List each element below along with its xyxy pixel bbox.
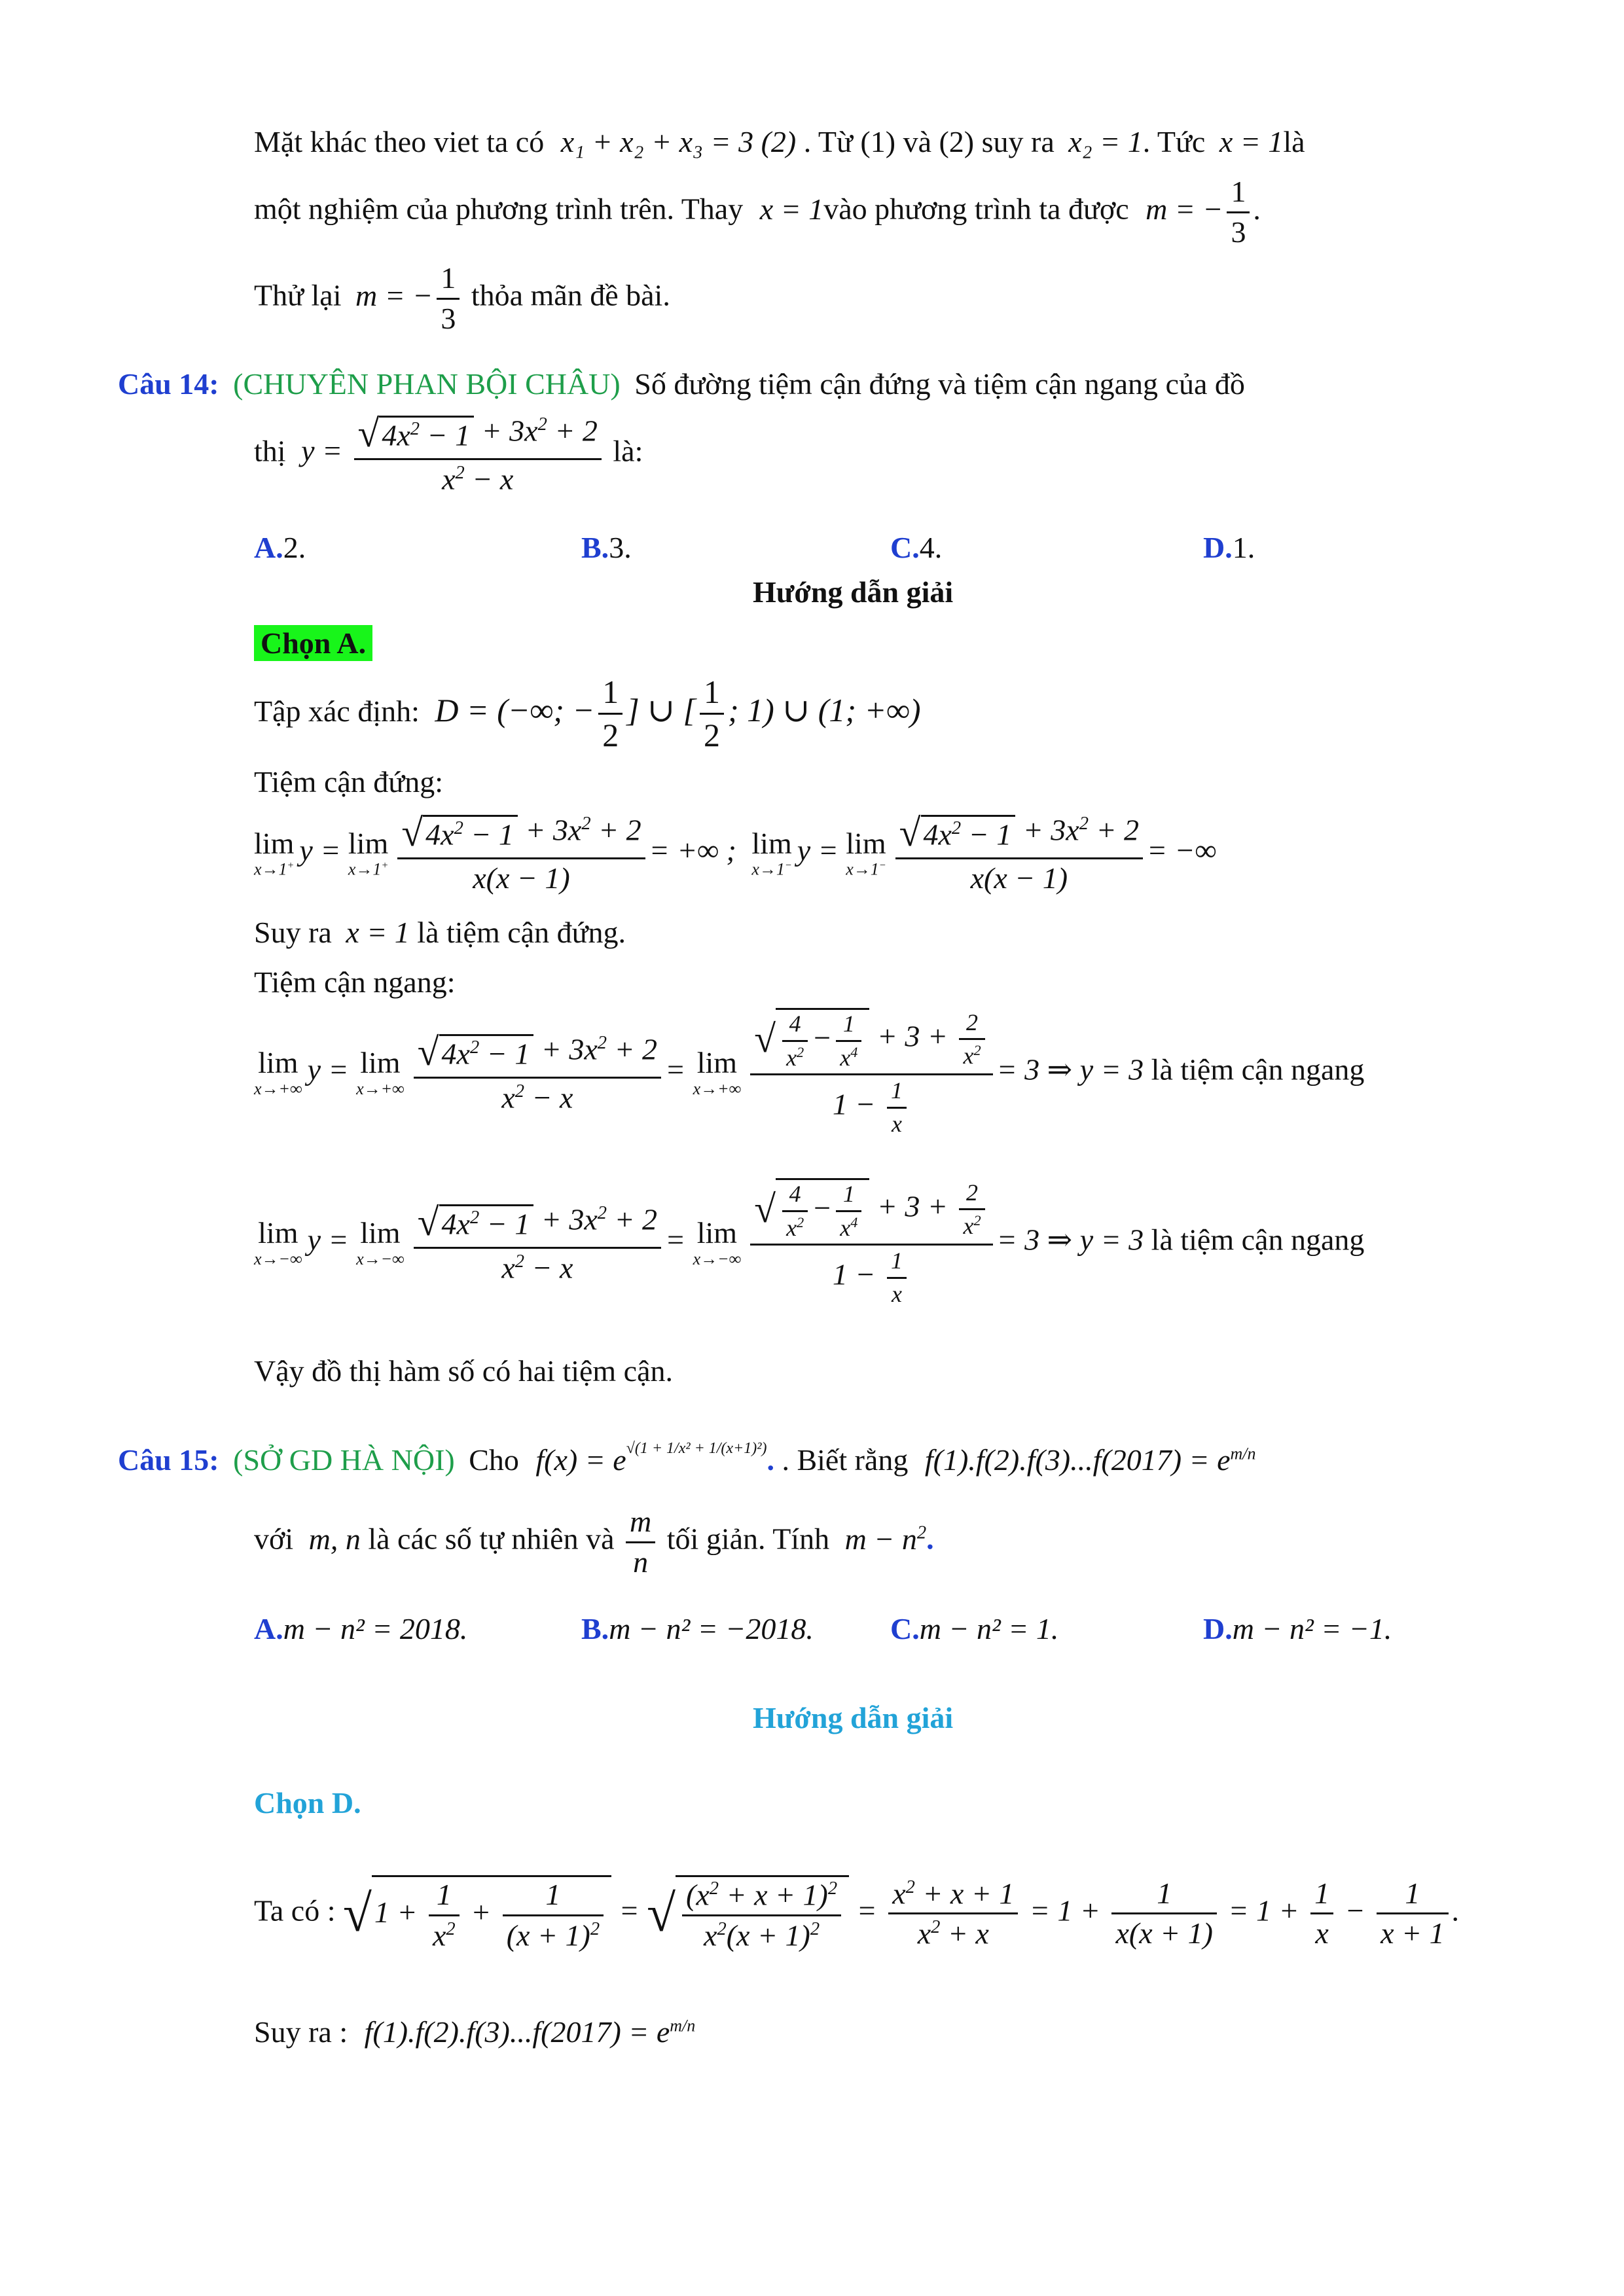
option-label: A. xyxy=(254,531,283,564)
q14-function: thị y = $\frac{√4x^2 - 1 + 3x^2 + 2}{x^2 - x}$ là: xyxy=(254,412,643,496)
q15-guide-title: Hướng dẫn giải xyxy=(753,1701,954,1734)
question-label: Câu 15: xyxy=(118,1443,219,1477)
domain-label: Tập xác định: xyxy=(254,694,420,728)
question-stem: thị xyxy=(254,434,286,468)
q15-derivation: Ta có : √1 + $\frac{1}{x^2}$ + $\frac{1}{(x + 1)^2}$ = √ $\frac{(x^2 + x + 1)^2}{x^2(x + 1)^2}$ = $\frac{x^2 + x + 1}{x^2 + x}$ = 1 + $\frac{1}{x(x + 1)}$ = 1 + $\frac{1}{x}$ − $\frac{1}{x + 1}$ . xyxy=(254,1876,1460,1952)
q14-horizontal-limit-minus: lim x→−∞ y = lim x→−∞ $\frac{√4x^2 - 1 + 3x^2 + 2}{x^2 - x}$ = lim x→−∞ √ $\frac{4}{x^2}$ − $\frac{1}{x^4}$ + 3 + $\frac{2}{x^2}$ 1 − $\frac{1}{x}$ = 3 ⇒ y = 3 là tiệm cận ngang xyxy=(254,1179,1365,1307)
q14-guide-title: Hướng dẫn giải xyxy=(753,575,954,609)
q14-option-c[interactable] xyxy=(890,530,942,565)
q15-heading: Câu 15: (SỞ GD HÀ NỘI) Cho $f(x) = e^{√(1 + 1/x^2 + 1/(x+1)^2)}$. . Biết rằng $f(1).f(2).f(3)...f(2017) = e^{m/n}$ xyxy=(118,1440,1256,1477)
q14-domain: Tập xác định: D = (−∞; − $\frac{1}{2}$ ] ∪ [ $\frac{1}{2}$ ; 1) ∪ (1; +∞) xyxy=(254,673,921,753)
intro-text: vào phương trình ta được xyxy=(823,192,1129,226)
intro-line-2 xyxy=(254,175,1261,249)
q15-option-a[interactable] xyxy=(254,1611,467,1646)
question-source: (SỞ GD HÀ NỘI) xyxy=(233,1443,455,1477)
q14-option-a[interactable] xyxy=(254,530,306,565)
asymptote-equation: x = 1 xyxy=(346,916,410,949)
question-source: (CHUYÊN PHAN BỘI CHÂU) xyxy=(233,367,621,401)
q15-answer: Chọn D. xyxy=(254,1786,361,1820)
option-label: C. xyxy=(890,1612,920,1645)
option-value: 3. xyxy=(609,531,632,564)
q15-option-b[interactable] xyxy=(581,1611,814,1646)
q15-suyra: Suy ra : $f(1).f(2).f(3)...f(2017) = e^{m/n}$ xyxy=(254,2015,696,2049)
x-equation: x = 1 xyxy=(1219,125,1284,158)
option-label: B. xyxy=(581,531,609,564)
question-stem: là: xyxy=(613,434,643,468)
q15-option-c[interactable] xyxy=(890,1611,1058,1646)
intro-text: một nghiệm của phương trình trên. Thay xyxy=(254,192,744,226)
conclusion-text: là tiệm cận ngang xyxy=(1151,1223,1365,1257)
q15-option-d[interactable] xyxy=(1203,1611,1392,1646)
option-value: m − n² = −2018. xyxy=(609,1612,814,1645)
derivation-label: Suy ra : xyxy=(254,2015,348,2049)
conclusion-text: Suy ra xyxy=(254,916,332,949)
option-value: m − n² = 2018. xyxy=(283,1612,468,1645)
intro-text: . Từ (1) và (2) suy ra xyxy=(803,125,1055,158)
q14-heading xyxy=(118,368,1245,401)
x2-equation: x₂ = 1 xyxy=(1068,125,1143,158)
option-label: B. xyxy=(581,1612,609,1645)
q14-conclusion: Vậy đồ thị hàm số có hai tiệm cận. xyxy=(254,1354,674,1388)
option-value: 4. xyxy=(919,531,943,564)
option-value: 2. xyxy=(283,531,306,564)
q14-option-b[interactable] xyxy=(581,530,632,565)
intro-text: Mặt khác theo viet ta có xyxy=(254,125,545,158)
x-equation: x = 1 xyxy=(759,192,824,226)
viet-equation: x₁ + x₂ + x₃ = 3 (2) xyxy=(560,125,797,158)
intro-line-1 xyxy=(254,126,1305,159)
option-label: A. xyxy=(254,1612,283,1645)
question-stem: Cho xyxy=(469,1443,519,1477)
q14-vertical-conclusion xyxy=(254,916,626,950)
option-label: D. xyxy=(1203,1612,1233,1645)
q14-option-d[interactable] xyxy=(1203,530,1255,565)
intro-text: thỏa mãn đề bài. xyxy=(471,278,670,312)
derivation-label: Ta có : xyxy=(254,1893,336,1928)
option-label: D. xyxy=(1203,531,1233,564)
option-value: m − n² = 1. xyxy=(919,1612,1059,1645)
q14-horizontal-limit-plus: lim x→+∞ y = lim x→+∞ $\frac{√4x^2 - 1 + 3x^2 + 2}{x^2 - x}$ = lim x→+∞ √ $\frac{4}{x^2}$ − $\frac{1}{x^4}$ + 3 + $\frac{2}{x^2}$ 1 − $\frac{1}{x}$ = 3 ⇒ y = 3 là tiệm cận ngang xyxy=(254,1009,1365,1137)
answer-badge: Chọn A. xyxy=(254,625,372,661)
conclusion-text: là tiệm cận đứng. xyxy=(417,916,626,949)
question-stem: là các số tự nhiên và xyxy=(368,1522,615,1556)
question-stem: . Biết rằng xyxy=(782,1443,909,1477)
m-value: m = − $\frac{1}{3}$ xyxy=(355,279,463,312)
intro-text: . Tức xyxy=(1142,125,1206,158)
question-stem: tối giản. Tính xyxy=(666,1522,830,1556)
intro-text: Thử lại xyxy=(254,278,342,312)
option-label: C. xyxy=(890,531,920,564)
question-label: Câu 14: xyxy=(118,367,219,401)
question-stem: Số đường tiệm cận đứng và tiệm cận ngang của đồ xyxy=(634,367,1245,401)
q14-horizontal-title: Tiệm cận ngang: xyxy=(254,965,456,999)
option-value: m − n² = −1. xyxy=(1232,1612,1392,1645)
intro-text: là xyxy=(1283,125,1305,158)
question-stem: với xyxy=(254,1522,294,1556)
conclusion-text: là tiệm cận ngang xyxy=(1151,1052,1365,1086)
intro-line-3 xyxy=(254,262,670,335)
q14-vertical-title: Tiệm cận đứng: xyxy=(254,765,444,798)
q14-answer xyxy=(254,627,372,660)
q14-vertical-limits: lim x→1+ y = lim x→1+ $\frac{√4x^2 - 1 + 3x^2 + 2}{x(x - 1)}$ = +∞ ; lim x→1− y = lim x→1− $\frac{√4x^2 - 1 + 3x^2 + 2}{x(x - 1)}$ = −∞ xyxy=(254,811,1217,895)
option-value: 1. xyxy=(1232,531,1255,564)
q15-stem-2: với m, n là các số tự nhiên và $\frac{m}{n}$ tối giản. Tính $m - n^2$. xyxy=(254,1505,934,1579)
m-value: m = − $\frac{1}{3}$ . xyxy=(1146,175,1261,249)
